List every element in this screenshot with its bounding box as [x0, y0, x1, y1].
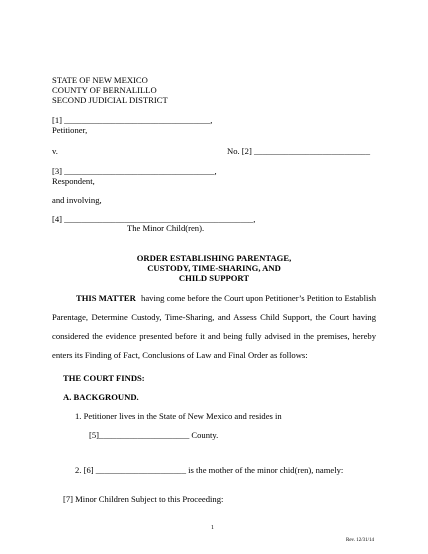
this-matter-lead: THIS MATTER	[76, 293, 136, 303]
case-number-field[interactable]: No. [2] ___________________________	[227, 146, 370, 156]
body-line-2: Parentage, Determine Custody, Time-Sharing, and Assess Child Support, the Court having	[52, 312, 376, 322]
body-line-1-text: having come before the Court upon Petitioner’s Petition to Establish	[141, 293, 376, 303]
petitioner-label: Petitioner,	[52, 125, 88, 135]
petitioner-name-field[interactable]: [1] __________________________________,	[52, 115, 213, 125]
versus-label: v.	[52, 146, 58, 156]
order-title-line-2: CUSTODY, TIME-SHARING, AND	[147, 263, 281, 273]
court-finds-heading: THE COURT FINDS:	[63, 373, 145, 383]
county-field[interactable]: [5]_____________________ County.	[89, 430, 219, 440]
body-line-1	[76, 293, 376, 303]
page-number: 1	[211, 525, 214, 531]
body-line-3: considered the evidence presented before it and being fully advised in the premises, hereby	[52, 331, 376, 341]
respondent-name-field[interactable]: [3] ___________________________________,	[52, 166, 217, 176]
court-county: COUNTY OF BERNALILLO	[52, 85, 157, 95]
respondent-label: Respondent,	[52, 176, 95, 186]
minor-children-name-field[interactable]: [4] ____________________________________________,	[52, 214, 256, 224]
and-involving-label: and involving,	[52, 195, 102, 205]
order-title-line-3: CHILD SUPPORT	[178, 273, 250, 283]
section-a-heading: A. BACKGROUND.	[63, 392, 139, 402]
court-district: SECOND JUDICIAL DISTRICT	[52, 95, 168, 105]
body-line-4: enters its Finding of Fact, Conclusions of Law and Final Order as follows:	[52, 350, 308, 360]
minor-children-label: The Minor Child(ren).	[127, 223, 205, 233]
mother-name-field[interactable]: 2. [6] _____________________ is the mother of the minor chid(ren), namely:	[75, 465, 344, 475]
order-title-line-1: ORDER ESTABLISHING PARENTAGE,	[136, 253, 292, 263]
minor-children-subject-label: [7] Minor Children Subject to this Proceeding:	[63, 494, 224, 504]
revision-date: Rev. 12/31/14	[346, 538, 375, 543]
finding-1-text: 1. Petitioner lives in the State of New Mexico and resides in	[75, 411, 282, 421]
court-state: STATE OF NEW MEXICO	[52, 75, 148, 85]
